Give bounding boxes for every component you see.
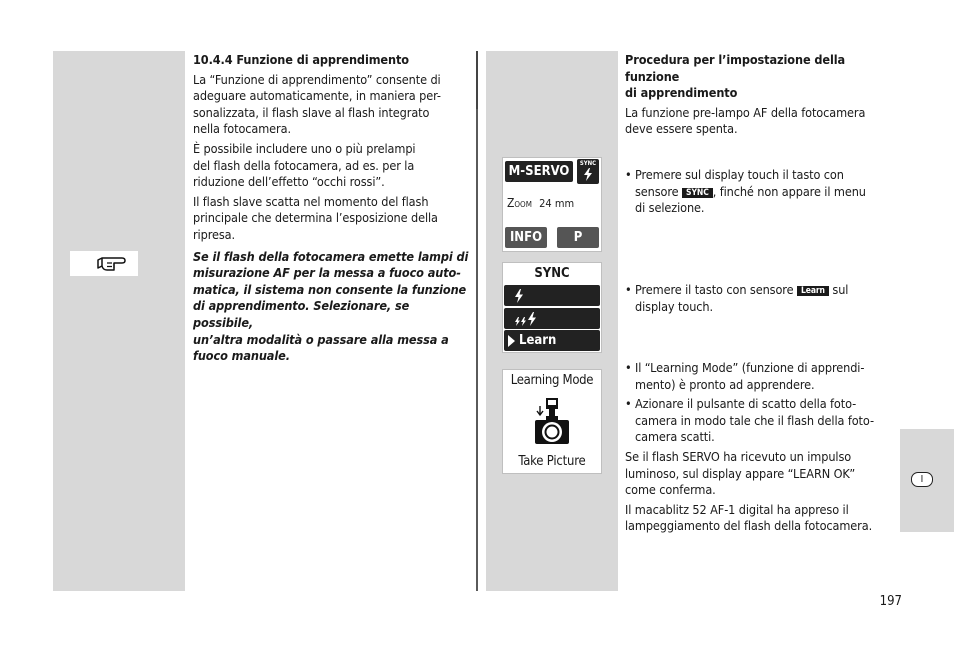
- step-2: • Premere il tasto con sensore Learn sul display touch.: [625, 282, 900, 315]
- learning-mode-title: Learning Mode: [510, 373, 594, 388]
- camera-flash-icon: [532, 396, 572, 448]
- selection-arrow-icon: [508, 335, 515, 347]
- mservo-button[interactable]: M-SERVO: [505, 161, 573, 182]
- take-picture-caption: Take Picture: [518, 454, 586, 469]
- column-divider-tick: [476, 51, 478, 109]
- note-text: Se il flash della fotocamera emette lampi di misurazione AF per la messa a fuoco auto- matica, il sistema non consente la funzione di apprendimento. Selezionare, se possibile, un’altra modalità o passare alla messa a fuoco manuale.: [193, 248, 469, 364]
- learn-option-button[interactable]: Learn: [504, 330, 600, 351]
- procedure-heading: Procedura per l’impostazione della funzione di apprendimento: [625, 52, 846, 101]
- paragraph-prelamps: È possibile includere uno o più prelampi del flash della fotocamera, ad es. per la riduzione dell’effetto “occhi rossi”.: [193, 140, 416, 190]
- zoom-readout: Zoom 24 mm: [507, 196, 575, 210]
- left-margin-column: [53, 51, 185, 591]
- paragraph-final: Il macablitz 52 AF-1 digital ha appreso il lampeggiamento del flash della fotocamera.: [625, 501, 873, 534]
- procedure-intro: La funzione pre-lampo AF della fotocamera deve essere spenta.: [625, 104, 866, 137]
- section-heading: 10.4.4 Funzione di apprendimento: [193, 52, 409, 67]
- p-button[interactable]: P: [557, 227, 599, 248]
- pointing-hand-icon: [70, 251, 138, 276]
- sync-key-label: SYNC: [682, 188, 713, 198]
- multi-flash-icon: [514, 312, 540, 326]
- sync-menu-title: SYNC: [534, 266, 570, 281]
- info-button[interactable]: INFO: [505, 227, 547, 248]
- sync-flash-option[interactable]: [504, 285, 600, 306]
- flash-icon: [583, 168, 593, 181]
- step-3-block: [625, 360, 900, 538]
- display-learning-mode: [502, 369, 602, 474]
- column-divider: [476, 51, 478, 591]
- note-box: [70, 251, 138, 276]
- step-3: • Il “Learning Mode” (funzione di apprendi- mento) è pronto ad apprendere.: [625, 360, 900, 393]
- procedure-heading-block: [625, 52, 895, 141]
- paragraph-intro: La “Funzione di apprendimento” consente di adeguare automaticamente, in maniera per- sonalizzata, il flash slave al flash integrato nella fotocamera.: [193, 71, 441, 137]
- display-mservo: [502, 157, 602, 252]
- flash-icon: [514, 289, 524, 303]
- learn-key-label: Learn: [797, 286, 829, 296]
- step-1: • Premere sul display touch il tasto con sensore SYNC , finché non appare il menu di selezione.: [625, 167, 900, 217]
- left-text-column: [193, 52, 469, 368]
- sync-flash-button[interactable]: SYNC: [577, 159, 599, 184]
- language-tab-label: I: [911, 472, 933, 487]
- step-4: • Azionare il pulsante di scatto della foto- camera in modo tale che il flash della foto- camera scatti.: [625, 396, 900, 446]
- display-sync-menu: [502, 262, 602, 353]
- sync-multiflash-option[interactable]: [504, 308, 600, 329]
- page-number: 197: [879, 594, 902, 609]
- paragraph-slave: Il flash slave scatta nel momento del flash principale che determina l’esposizione della ripresa.: [193, 193, 438, 242]
- paragraph-servo: Se il flash SERVO ha ricevuto un impulso luminoso, sul display appare “LEARN OK” come conferma.: [625, 448, 856, 498]
